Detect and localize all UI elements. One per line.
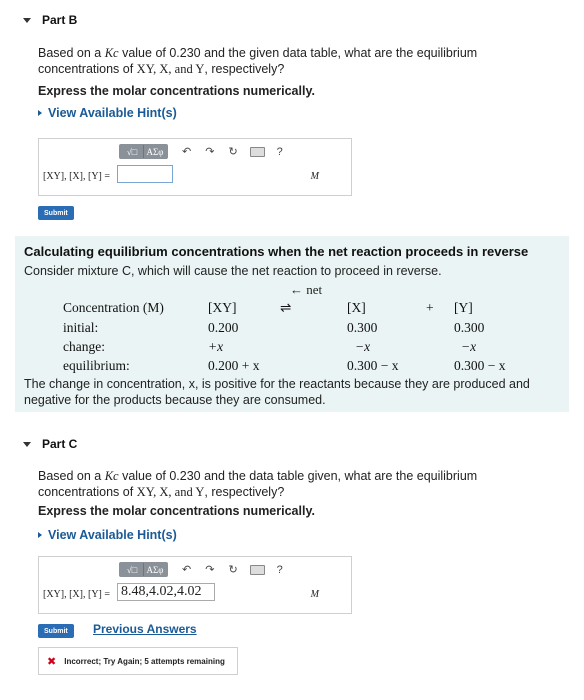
previous-answers-link[interactable]: Previous Answers [93, 622, 197, 636]
ice-header-concentration: Concentration (M) [63, 300, 164, 315]
part-c-answer-box [38, 556, 352, 614]
info-line: Consider mixture C, which will cause the net reaction to proceed in reverse. [24, 264, 442, 278]
part-c-answer-label: [XY], [X], [Y] = [43, 589, 111, 600]
reset-icon[interactable]: ↻ [228, 146, 238, 158]
undo-icon[interactable]: ↶ [182, 564, 192, 576]
part-b-answer-label: [XY], [X], [Y] = [43, 171, 111, 182]
part-c-question: Based on a Kc value of 0.230 and the data table given, what are the equilibrium concentrations of XY, X, and Y, respectively? [38, 469, 478, 499]
part-c-answer-input[interactable]: 8.48,4.02,4.02 [117, 583, 215, 601]
ice-row-equilibrium-label: equilibrium: [63, 358, 130, 373]
ice-header-plus: + [426, 300, 434, 315]
part-b-question: Based on a Kc value of 0.230 and the given data table, what are the equilibrium concentrations of XY, X, and Y, respectively? [38, 46, 478, 76]
part-c-instruction: Express the molar concentrations numerically. [38, 504, 315, 518]
ice-equilibrium-xy: 0.200 + x [208, 358, 260, 373]
caret-right-icon [38, 110, 42, 116]
equilibrium-arrow: ⇌ [280, 300, 292, 315]
ice-initial-y: 0.300 [454, 320, 485, 335]
toolbar-templates-group [119, 144, 168, 159]
incorrect-x-icon: ✖ [47, 655, 57, 668]
info-panel [15, 236, 569, 412]
net-arrow: ← net [290, 282, 323, 297]
ice-header-x: [X] [347, 300, 366, 315]
ice-header-xy: [XY] [208, 300, 237, 315]
info-footer: The change in concentration, x, is positive for the reactants because they are produced and negative for the products because they are consumed. [24, 377, 530, 407]
caret-right-icon [38, 532, 42, 538]
ice-change-x: −x [355, 339, 371, 354]
feedback-text: Incorrect; Try Again; 5 attempts remaining [64, 656, 225, 666]
keyboard-icon[interactable] [250, 565, 265, 575]
part-b-hint-link[interactable]: View Available Hint(s) [38, 106, 558, 120]
math-toolbar [119, 144, 283, 159]
ice-change-y: −x [461, 339, 477, 354]
templates-button[interactable]: √□ [126, 564, 138, 575]
info-title: Calculating equilibrium concentrations when the net reaction proceeds in reverse [24, 244, 529, 259]
ice-initial-xy: 0.200 [208, 320, 239, 335]
math-toolbar [119, 562, 283, 577]
greek-button[interactable]: AΣφ [143, 563, 166, 576]
feedback-box [38, 647, 238, 675]
ice-change-xy: +x [208, 339, 224, 354]
keyboard-icon[interactable] [250, 147, 265, 157]
part-b-submit-button[interactable]: Submit [38, 206, 74, 220]
part-b-header[interactable] [22, 13, 77, 27]
ice-row-change-label: change: [63, 339, 105, 354]
ice-equilibrium-y: 0.300 − x [454, 358, 506, 373]
part-b-answer-input[interactable] [117, 165, 173, 183]
redo-icon[interactable]: ↷ [205, 146, 215, 158]
ice-row-initial-label: initial: [63, 320, 99, 335]
chevron-down-icon [22, 15, 32, 25]
redo-icon[interactable]: ↷ [205, 564, 215, 576]
toolbar-templates-group [119, 562, 168, 577]
part-c-header[interactable] [22, 437, 77, 451]
help-icon[interactable]: ? [276, 145, 283, 158]
templates-button[interactable]: √□ [126, 146, 138, 157]
ice-equilibrium-x: 0.300 − x [347, 358, 399, 373]
chevron-down-icon [22, 439, 32, 449]
reset-icon[interactable]: ↻ [228, 564, 238, 576]
greek-button[interactable]: AΣφ [143, 145, 166, 158]
part-b-answer-box [38, 138, 352, 196]
help-icon[interactable]: ? [276, 563, 283, 576]
part-c-submit-button[interactable]: Submit [38, 624, 74, 638]
part-b-title: Part B [42, 13, 78, 27]
part-b-unit: M [310, 171, 319, 182]
part-b-instruction: Express the molar concentrations numerically. [38, 84, 315, 98]
ice-initial-x: 0.300 [347, 320, 378, 335]
part-c-title: Part C [42, 437, 78, 451]
undo-icon[interactable]: ↶ [182, 146, 192, 158]
ice-header-y: [Y] [454, 300, 473, 315]
part-c-hint-link[interactable]: View Available Hint(s) [38, 528, 558, 542]
part-c-unit: M [310, 589, 319, 600]
